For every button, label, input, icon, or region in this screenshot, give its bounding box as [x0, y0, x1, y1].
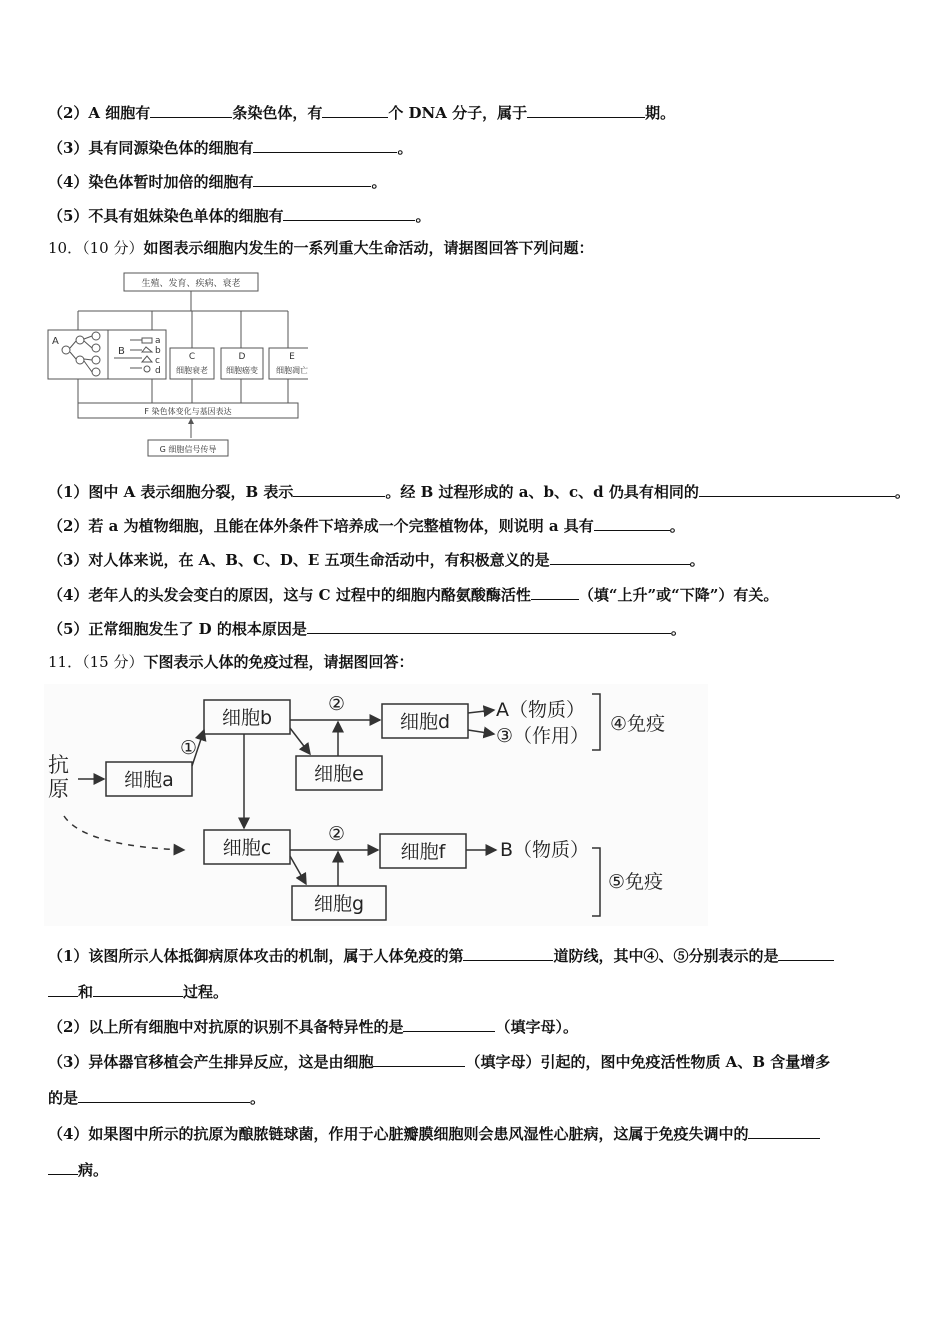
q11-stem: 11．（15 分）下图表示人体的免疫过程，请据图回答： — [48, 653, 414, 671]
cell-g-label: 细胞g — [313, 893, 365, 915]
box-c-text: 细胞衰老 — [176, 366, 208, 375]
step-2-label-top: ② — [328, 693, 346, 715]
top-box-label: 生殖、发育、疾病、衰老 — [141, 279, 241, 289]
answer-blank[interactable] — [78, 1086, 250, 1103]
cell-b-label: 细胞b — [221, 707, 273, 729]
q10-part2: （2）若 a 为植物细胞，且能在体外条件下培养成一个完整植物体，则说明 a 具有 。 — [48, 514, 685, 536]
label-d: d — [155, 366, 161, 376]
answer-blank[interactable] — [527, 101, 645, 118]
answer-blank[interactable] — [307, 617, 671, 634]
q10-stem: 10．（10 分）如图表示细胞内发生的一系列重大生命活动，请据图回答下列问题： — [48, 239, 594, 257]
q9-part5: （5）不具有姐妹染色单体的细胞有 。 — [48, 204, 430, 226]
cell-a-label: 细胞a — [124, 769, 174, 791]
answer-blank[interactable] — [463, 944, 553, 961]
q11-part2: （2）以上所有细胞中对抗原的识别不具备特异性的是 （填字母）。 — [48, 1015, 578, 1037]
cell-c-label: 细胞c — [222, 837, 272, 859]
q10-part4: （4）老年人的头发会变白的原因，这与 C 过程中的细胞内酪氨酸酶活性 （填“上升”或“下降”）有关。 — [48, 583, 778, 605]
output-a-label: A（物质） — [496, 699, 585, 721]
box-e-letter: E — [289, 352, 295, 362]
q11-part1-cont: 和 过程。 — [48, 980, 228, 1002]
q9-part2: （2）A 细胞有 条染色体，有 个 DNA 分子，属于 期。 — [48, 101, 675, 123]
immune-4-label: ④免疫 — [610, 713, 666, 735]
cell-f-label: 细胞f — [400, 841, 446, 863]
answer-blank[interactable] — [594, 514, 670, 531]
answer-blank[interactable] — [699, 480, 895, 497]
answer-blank[interactable] — [253, 136, 397, 153]
answer-blank[interactable] — [150, 101, 232, 118]
q11-part4: （4）如果图中所示的抗原为酿脓链球菌，作用于心脏瓣膜细胞则会患风湿性心脏病，这属于免疫失调中的 — [48, 1122, 820, 1144]
answer-blank[interactable] — [322, 101, 388, 118]
q11-part3-cont: 的是 。 — [48, 1086, 265, 1108]
label-c: c — [155, 356, 160, 366]
answer-blank[interactable] — [293, 480, 385, 497]
step-2-label-bottom: ② — [328, 823, 346, 845]
box-d-letter: D — [238, 352, 246, 362]
answer-blank[interactable] — [403, 1015, 495, 1032]
q10-part3: （3）对人体来说，在 A、B、C、D、E 五项生命活动中，有积极意义的是 。 — [48, 548, 705, 570]
q10-part5: （5）正常细胞发生了 D 的根本原因是 。 — [48, 617, 686, 639]
q9-part3: （3）具有同源染色体的细胞有 。 — [48, 136, 412, 158]
cell-d-label: 细胞d — [399, 711, 451, 733]
antigen-label-1: 抗 — [48, 753, 69, 777]
q11-part3: （3）异体器官移植会产生排异反应，这是由细胞 （填字母）引起的，图中免疫活性物质 A、B 含量增多 — [48, 1050, 830, 1072]
box-c-letter: C — [188, 352, 196, 362]
box-g-label: G 细胞信号传导 — [159, 445, 217, 454]
output-3-label: ③（作用） — [496, 725, 590, 747]
box-b-label: B — [118, 346, 125, 357]
label-b: b — [155, 346, 161, 356]
answer-blank[interactable] — [531, 583, 579, 600]
q9-part4: （4）染色体暂时加倍的细胞有 。 — [48, 170, 386, 192]
answer-blank[interactable] — [283, 204, 415, 221]
answer-blank[interactable] — [778, 944, 834, 961]
answer-blank[interactable] — [748, 1122, 820, 1139]
answer-blank[interactable] — [48, 980, 78, 997]
immune-process-diagram — [44, 684, 708, 926]
label-a: a — [155, 336, 161, 346]
immune-5-label: ⑤免疫 — [608, 871, 664, 893]
antigen-label-2: 原 — [48, 777, 69, 801]
answer-blank[interactable] — [93, 980, 183, 997]
box-a-label: A — [52, 336, 59, 347]
answer-blank[interactable] — [48, 1158, 78, 1175]
answer-blank[interactable] — [373, 1050, 465, 1067]
answer-blank[interactable] — [550, 548, 690, 565]
box-d-text: 细胞癌变 — [226, 366, 258, 375]
q11-part4-cont: 病。 — [48, 1158, 108, 1180]
box-e-text: 细胞凋亡 — [276, 366, 308, 375]
step-1-label: ① — [180, 737, 198, 759]
q11-part1: （1）该图所示人体抵御病原体攻击的机制，属于人体免疫的第 道防线，其中④、⑤分别表示的是 — [48, 944, 834, 966]
cell-life-activities-diagram — [44, 268, 308, 464]
cell-e-label: 细胞e — [314, 763, 364, 785]
answer-blank[interactable] — [253, 170, 371, 187]
box-f-label: F 染色体变化与基因表达 — [144, 407, 232, 416]
output-b-label: B（物质） — [500, 839, 590, 861]
q10-part1: （1）图中 A 表示细胞分裂，B 表示 。经 B 过程形成的 a、b、c、d 仍具有相同的 。 — [48, 480, 910, 502]
